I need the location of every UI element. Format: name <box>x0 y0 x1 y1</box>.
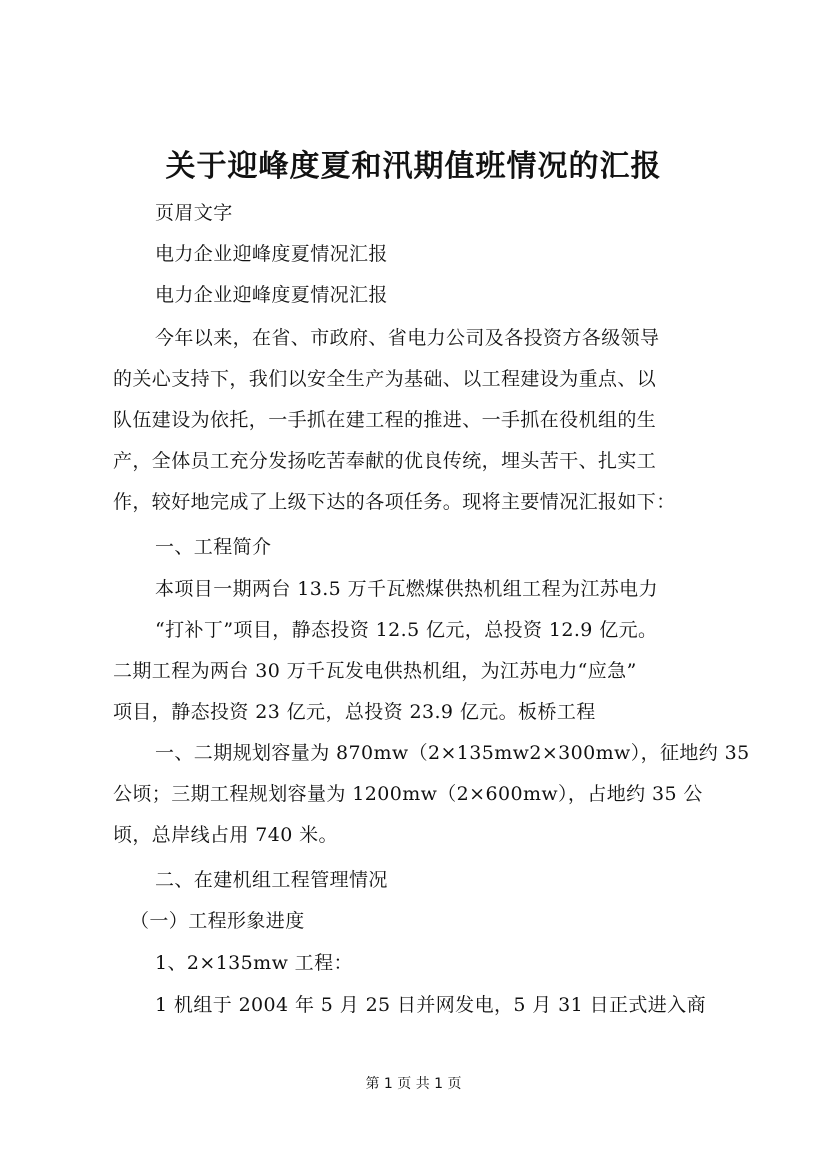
header-text: 页眉文字 <box>155 202 233 224</box>
item-heading-1: 1、2×135mw 工程： <box>155 952 353 974</box>
intro-paragraph <box>113 318 719 523</box>
intro-line: 队伍建设为依托，一手抓在建工程的推进、一手抓在役机组的生 <box>113 409 657 431</box>
intro-line: 产，全体员工充分发扬吃苦奉献的优良传统，埋头苦干、扎实工 <box>113 450 657 472</box>
intro-line: 今年以来，在省、市政府、省电力公司及各投资方各级领导 <box>155 327 660 349</box>
section-heading-2: 二、在建机组工程管理情况 <box>155 869 388 891</box>
project-line: 项目，静态投资 23 亿元，总投资 23.9 亿元。板桥工程 <box>113 701 596 723</box>
project-line: 本项目一期两台 13.5 万千瓦燃煤供热机组工程为江苏电力 <box>155 578 658 600</box>
capacity-line: 一、二期规划容量为 870mw（2×135mw2×300mw），征地约 35 <box>155 742 750 764</box>
capacity-paragraph <box>113 733 750 856</box>
document-title: 关于迎峰度夏和汛期值班情况的汇报 <box>165 149 662 184</box>
project-line: “打补丁”项目，静态投资 12.5 亿元，总投资 12.9 亿元。 <box>155 619 658 641</box>
subsection-heading-1: （一）工程形象进度 <box>130 910 305 932</box>
capacity-line: 顷，总岸线占用 740 米。 <box>113 824 338 846</box>
section-heading-1: 一、工程简介 <box>155 536 272 558</box>
project-line: 二期工程为两台 30 万千瓦发电供热机组，为江苏电力“应急” <box>113 660 637 682</box>
body-line: 1 机组于 2004 年 5 月 25 日并网发电，5 月 31 日正式进入商 <box>155 994 706 1016</box>
subtitle-line-2: 电力企业迎峰度夏情况汇报 <box>155 284 388 306</box>
intro-line: 的关心支持下，我们以安全生产为基础、以工程建设为重点、以 <box>113 368 657 390</box>
subtitle-line-1: 电力企业迎峰度夏情况汇报 <box>155 243 388 265</box>
capacity-line: 公顷；三期工程规划容量为 1200mw（2×600mw），占地约 35 公 <box>113 783 703 805</box>
intro-line: 作，较好地完成了上级下达的各项任务。现将主要情况汇报如下： <box>113 491 676 513</box>
project-paragraph <box>113 569 719 733</box>
page-footer: 第 1 页 共 1 页 <box>365 1076 462 1092</box>
